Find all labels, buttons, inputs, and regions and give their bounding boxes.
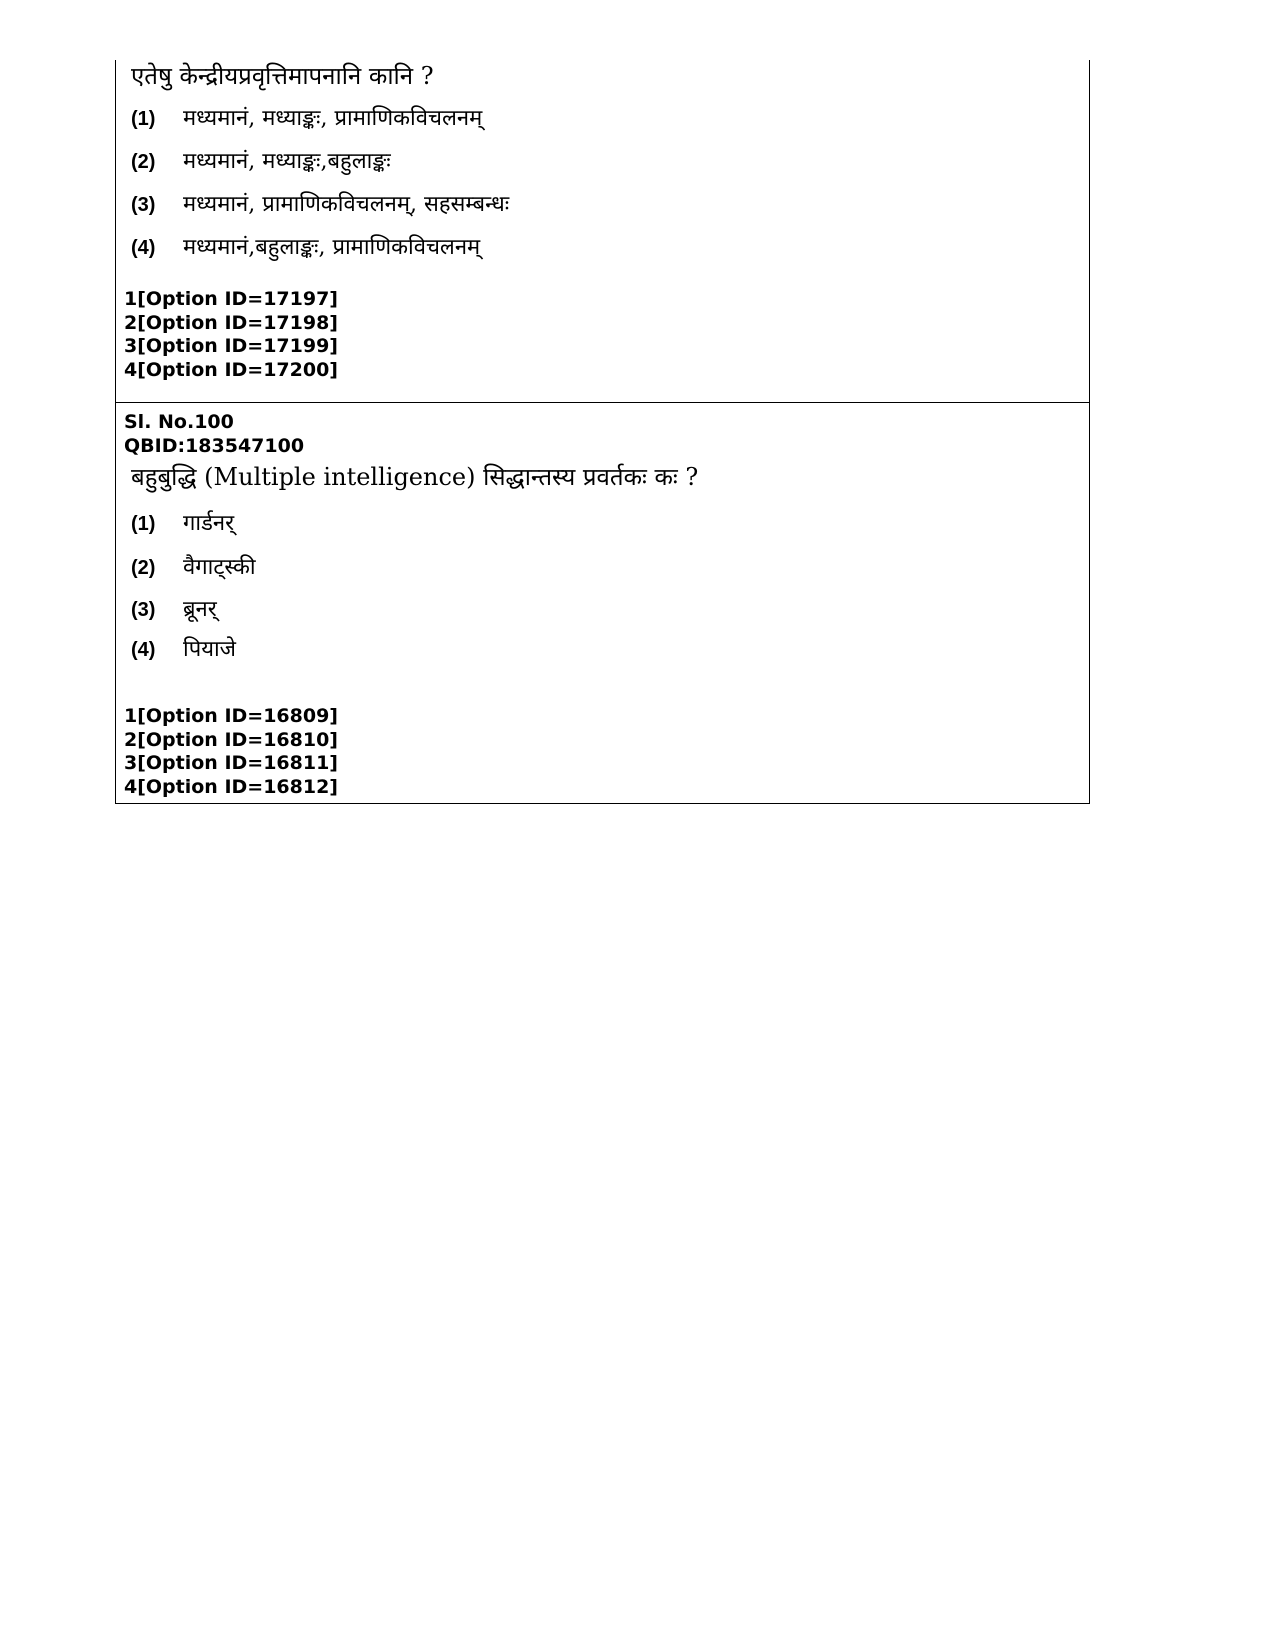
option-text: ब्रूनर् (183, 597, 217, 622)
option-id-list (124, 288, 338, 382)
option-number: (4) (131, 639, 156, 661)
qbid: QBID:183547100 (124, 434, 305, 457)
option-id: 1[Option ID=17197] (124, 288, 338, 310)
option-id: 2[Option ID=16810] (124, 728, 338, 751)
option-text: गार्डनर् (183, 511, 235, 536)
option-2 (131, 551, 256, 581)
option-id: 2[Option ID=17198] (124, 311, 338, 334)
option-2 (131, 145, 391, 175)
option-id: 1[Option ID=16809] (124, 705, 338, 727)
option-text: मध्यमानं, मध्याङ्कः, प्रामाणिकविचलनम् (183, 106, 483, 131)
option-text: मध्यमानं,बहुलाङ्कः, प्रामाणिकविचलनम् (183, 235, 481, 260)
question-meta (124, 411, 304, 458)
option-number: (3) (131, 194, 156, 216)
question-text: बहुबुद्धि (Multiple intelligence) सिद्धान्तस्य प्रवर्तकः कः ? (131, 463, 699, 491)
option-number: (1) (131, 513, 156, 535)
question-cell-99 (116, 60, 1089, 402)
option-id: 3[Option ID=16811] (124, 752, 338, 774)
option-id-list (124, 705, 338, 799)
option-text: वैगाट्स्की (183, 555, 256, 580)
option-id: 3[Option ID=17199] (124, 335, 338, 357)
option-4 (131, 231, 480, 261)
option-number: (2) (131, 557, 156, 579)
option-1 (131, 102, 482, 132)
option-4 (131, 633, 236, 663)
option-text: पियाजे (183, 637, 236, 662)
question-text: एतेषु केन्द्रीयप्रवृत्तिमापनानि कानि ? (131, 62, 434, 90)
option-text: मध्यमानं, मध्याङ्कः,बहुलाङ्कः (183, 149, 391, 174)
serial-number: Sl. No.100 (124, 411, 234, 433)
option-id: 4[Option ID=16812] (124, 775, 338, 798)
option-3 (131, 188, 509, 218)
option-1 (131, 507, 234, 537)
option-3 (131, 593, 217, 623)
question-cell-100 (116, 402, 1089, 803)
option-id: 4[Option ID=17200] (124, 358, 338, 381)
option-number: (3) (131, 599, 156, 621)
option-number: (2) (131, 151, 156, 173)
option-text: मध्यमानं, प्रामाणिकविचलनम्, सहसम्बन्धः (183, 192, 510, 217)
option-number: (1) (131, 108, 156, 130)
question-table (115, 60, 1090, 804)
option-number: (4) (131, 237, 156, 259)
